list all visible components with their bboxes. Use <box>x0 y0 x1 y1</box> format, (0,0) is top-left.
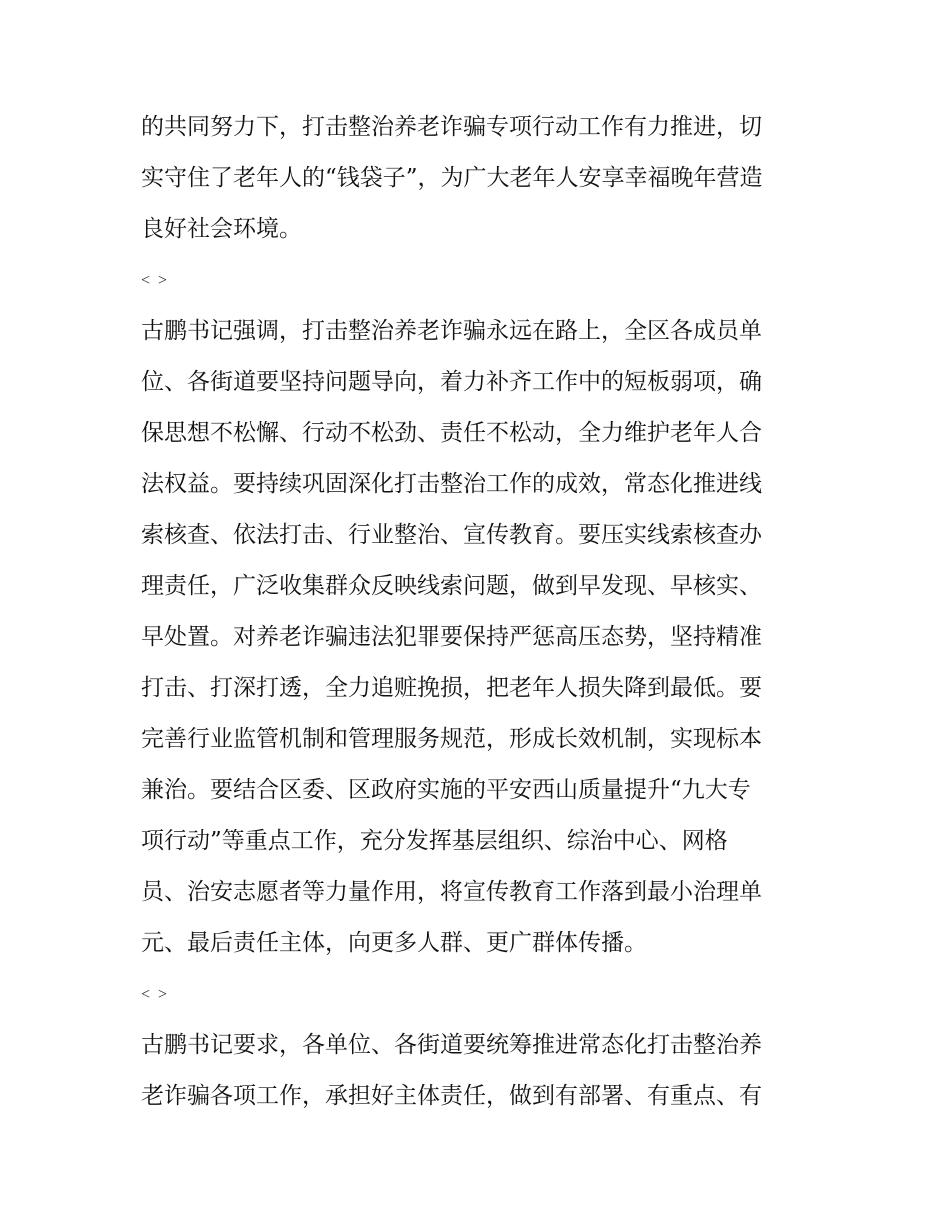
text-line: 完善行业监管机制和管理服务规范，形成长效机制，实现标本 <box>141 726 762 752</box>
text-line: 保思想不松懈、行动不松劲、责任不松动，全力维护老年人合 <box>141 420 762 446</box>
paragraph-3 <box>141 1020 821 1122</box>
paragraph-2 <box>141 306 821 969</box>
text-line: 位、各街道要坚持问题导向，着力补齐工作中的短板弱项，确 <box>141 369 762 395</box>
text-line: 元、最后责任主体，向更多人群、更广群体传播。 <box>141 930 647 956</box>
text-line: 兼治。要结合区委、区政府实施的平安西山质量提升“九大专 <box>141 777 751 803</box>
text-line: 老诈骗各项工作，承担好主体责任，做到有部署、有重点、有 <box>141 1083 762 1109</box>
text-line: 良好社会环境。 <box>141 216 302 242</box>
text-line: 项行动”等重点工作，充分发挥基层组织、综治中心、网格 <box>141 828 728 854</box>
document-body <box>141 102 821 1122</box>
paragraph-marker: < > <box>141 272 170 289</box>
text-line: 早处置。对养老诈骗违法犯罪要保持严惩高压态势，坚持精准 <box>141 624 762 650</box>
text-line: 员、治安志愿者等力量作用，将宣传教育工作落到最小治理单 <box>141 879 762 905</box>
text-line: 索核查、依法打击、行业整治、宣传教育。要压实线索核查办 <box>141 522 762 548</box>
text-line: 法权益。要持续巩固深化打击整治工作的成效，常态化推进线 <box>141 471 762 497</box>
paragraph-marker: < > <box>141 986 170 1003</box>
text-line: 的共同努力下，打击整治养老诈骗专项行动工作有力推进，切 <box>141 114 762 140</box>
text-line: 理责任，广泛收集群众反映线索问题，做到早发现、早核实、 <box>141 573 762 599</box>
text-line: 古鹏书记强调，打击整治养老诈骗永远在路上，全区各成员单 <box>141 318 762 344</box>
paragraph-1 <box>141 102 821 255</box>
text-line: 打击、打深打透，全力追赃挽损，把老年人损失降到最低。要 <box>141 675 762 701</box>
text-line: 古鹏书记要求，各单位、各街道要统筹推进常态化打击整治养 <box>141 1032 762 1058</box>
text-line: 实守住了老年人的“钱袋子”，为广大老年人安享幸福晚年营造 <box>141 165 763 191</box>
